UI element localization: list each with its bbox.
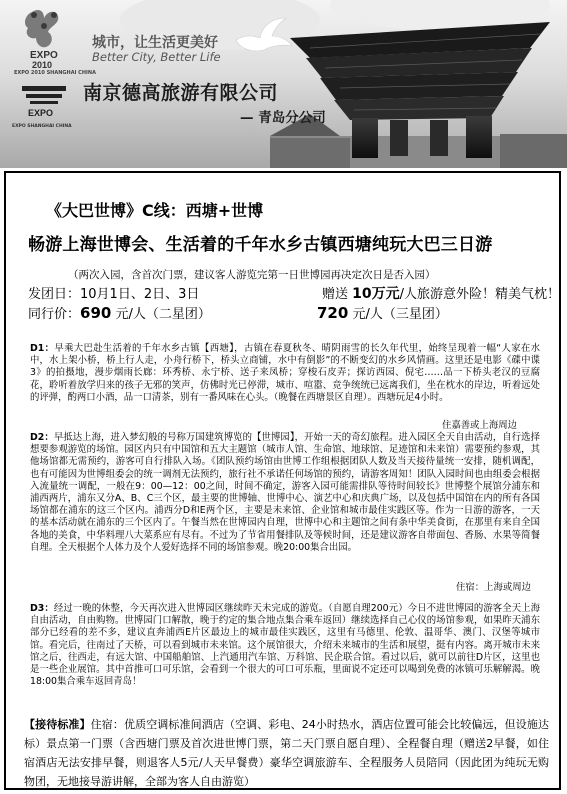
expo-emblem-icon <box>18 80 70 126</box>
day-1-stay: 住嘉善或上海周边 <box>442 420 518 431</box>
standard-text: 住宿：优质空调标准间酒店（空调、彩电、24小时热水，酒店位置可能会比较偏远，但设施达标）景点第一门票（含西塘门票及首次进世博门票，第二天门票自愿自理）、全程餐自理（赠送2早餐，如住宿酒店无法安排早餐，则退客人5元/人天早餐费）豪华空调旅游车、全程服务人员陪同（因此团为纯玩无购物团，无地接导游讲解，全部为客人自由游览） <box>24 718 549 788</box>
expo-emblem-label: EXPO SHANGHAI CHINA <box>12 124 72 129</box>
slogan-english: Better City, Better Life <box>92 50 221 64</box>
svg-text:EXPO: EXPO <box>28 108 54 118</box>
company-name: 南京德高旅游有限公司 <box>83 82 279 104</box>
expo-2010-logo <box>14 6 72 72</box>
china-pavilion-image <box>270 18 567 168</box>
branch-name: — 青岛分公司 <box>240 110 326 126</box>
day-tag: D2： <box>30 432 54 443</box>
itinerary-day-2 <box>30 432 540 554</box>
price-2star: 同行价：690 元/人（二星团） <box>28 304 211 322</box>
day-2-stay: 住宿：上海或周边 <box>456 582 532 593</box>
price-3star: 720 元/人（三星团） <box>317 304 448 322</box>
departure-dates: 发团日：10月1日、2日、3日 <box>28 287 200 302</box>
day-text: 早乘大巴赴生活着的千年水乡古镇【西塘】，古镇在春夏秋冬、晴阴雨雪的长久年代里，始终呈现着一幅“人家在水中，水上架小桥，桥上行人走，小舟行桥下，桥头立商铺，水中有倒影”的不断变幻的水乡风情画。这里还是电影《碟中谍3》的拍摄地，漫步烟雨长廊：环秀桥、永宁桥、送子来凤桥；穿梭石皮弄；探访西园、倪宅……品一下桥头老汉的豆腐花，聆听着放学归来的孩子无邪的笑声，仿佛时光已停滞，城市、喧嚣、竞争统统已远离我们，坐在枕水的岸边，听着远处的评弹，酌两口小酒，品一口清茶，别有一番风味在心头。（晚餐在西塘景区自理）。西塘玩足4小时。 <box>30 343 540 403</box>
slogan-chinese: 城市，让生活更美好 <box>92 35 218 51</box>
reception-standard <box>24 715 549 789</box>
day-text: 经过一晚的休整，今天再次进入世博园区继续昨天未完成的游览。（自愿自理200元）今日不进世博园的游客全天上海自由活动，自由购物。世博园门口解散，晚于约定的集合地点集合乘车返回）继续选择自己心仪的场馆参观，如果昨天浦东部分已经看的差不多，建议直奔浦西E片区最边上的城市最佳实践区，这里有马德里、伦敦、温哥华、澳门、汉堡等城市馆。看完后，往南过了天桥，可以看到城市未来馆。这个展馆很大，介绍未来城市的生活和展望，挺有内容。离开城市未来馆之后，往西走，有远大馆、中国船舶馆、上汽通用汽车馆、万科馆、民企联合馆。看过以后，就可以前往D片区，这里也是一些企业展馆。其中首推可口可乐馆，会看到一个很大的可口可乐瓶，里面说不定还可以喝到免费的冰镇可乐解解渴。晚18:00集合乘车返回青岛！ <box>30 603 540 688</box>
itinerary-day-1 <box>30 343 540 404</box>
logo-caption: EXPO 2010 SHANGHAI CHINA <box>14 70 96 76</box>
bonus-insurance: 赠送 10万元/人旅游意外险！精美气枕！ <box>322 286 561 302</box>
route-title: 《大巴世博》C线：西塘+世博 <box>46 201 264 220</box>
tour-note: （两次入园，含首次门票，建议客人游览完第一日世博园再决定次日是否入园） <box>68 269 436 281</box>
standard-label: 【接待标准】 <box>24 718 91 731</box>
svg-text:EXPO: EXPO <box>30 50 58 61</box>
header-banner <box>0 0 567 168</box>
day-tag: D1： <box>30 343 55 354</box>
tour-headline: 畅游上海世博会、生活着的千年水乡古镇西塘纯玩大巴三日游 <box>28 235 493 255</box>
svg-text:2010: 2010 <box>32 60 53 70</box>
itinerary-day-3 <box>30 603 540 688</box>
day-text: 早抵达上海，进入梦幻般的号称万国建筑博览的【世博园】，开始一天的奇幻旅程。进入园区全天自由活动，自行选择想要参观游览的场馆。园区内只有中国馆和五大主题馆（城市人馆、生命馆、地球馆、足迹馆和未来馆）需要预约参观，其他场馆都无需预约，游客可自行排队入场。《团队预约场馆由世博工作组根据团队人数及当天接待量统一安排，随机调配，也有可能因为世博组委会的统一调剂无法预约，旅行社不承诺任何场馆的预约，请游客周知！团队入园时间也由组委会根据入流量统一调配，一般在9：00—12：00之间，时间不确定，游客入园可能需排队等待时间较长》世博整个展馆分浦东和浦西两片，浦东又分A、B、C三个区，最主要的世博轴、世博中心、演艺中心和庆典广场，以及包括中国馆在内的所有各国场馆都在浦东的这三个区内。浦西分D和E两个区，主要是未来馆、企业馆和城市最佳实践区等。作为一日游的游客，一天的基本活动就在浦东的三个区内了。午餐当然在世博园内自理，世博中心和主题馆之间有条中华美食街，在那里有来自全国各地的美食，中华料理八大菜系应有尽有。不过为了节省用餐排队及等候时间，还是建议游客自带面包、香肠、水果等简餐自理。全天根据个人体力及个人爱好选择不同的场馆参观。晚20:00集合出园。 <box>30 432 540 553</box>
day-tag: D3： <box>30 603 54 614</box>
